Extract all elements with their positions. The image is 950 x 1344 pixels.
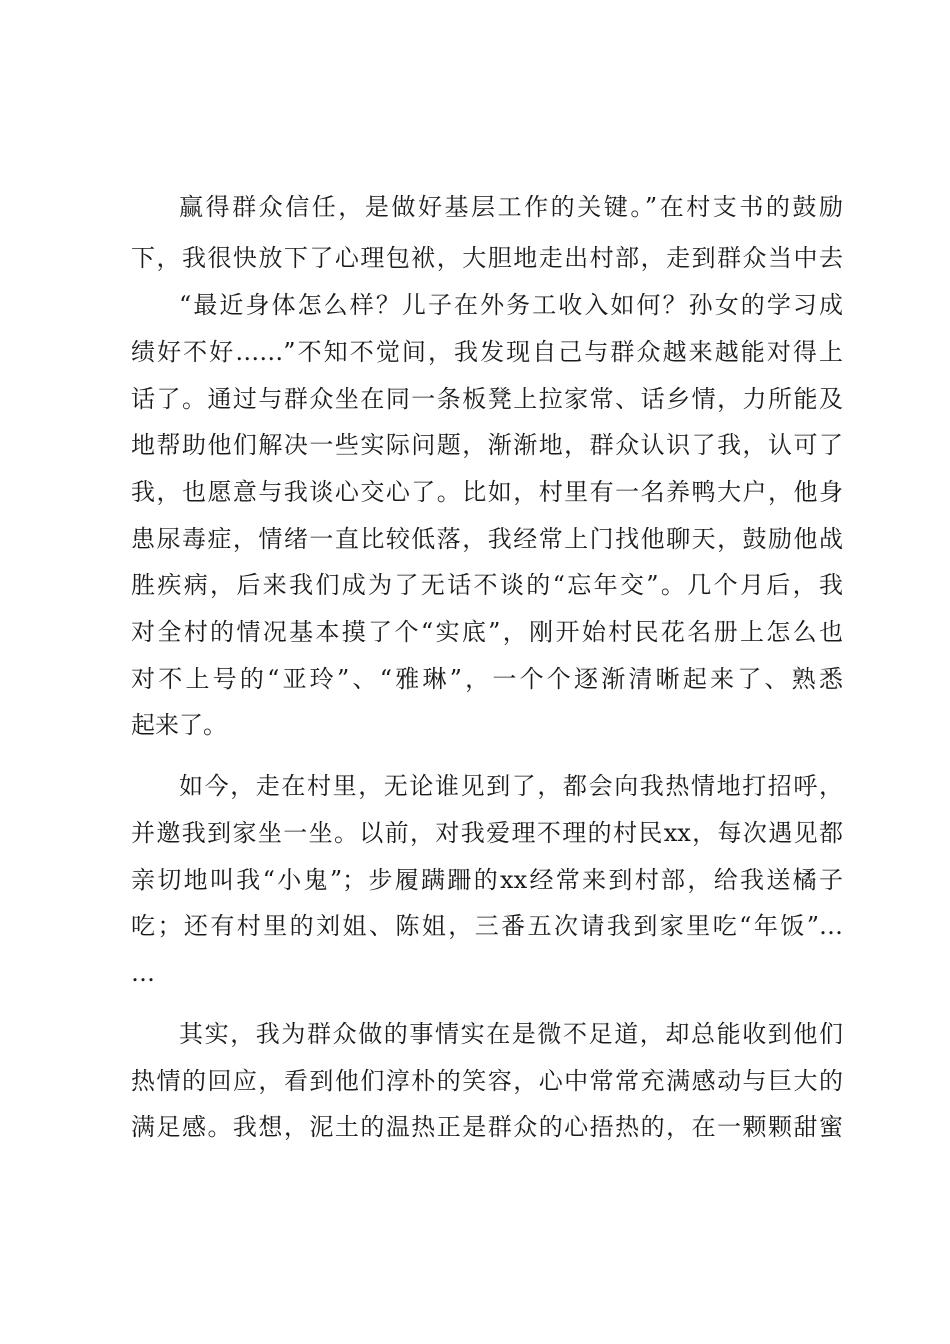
text-line: … [131,959,155,987]
text-line: 热情的回应，看到他们淳朴的笑容，心中常常充满感动与巨大的 [131,1067,843,1095]
text-line: 对不上号的“亚玲”、“雅琳”，一个个逐渐清晰起来了、熟悉 [131,665,843,693]
text-line: 绩好不好……”不知不觉间，我发现自己与群众越来越能对得上 [131,338,843,366]
text-line: 其实，我为群众做的事情实在是微不足道，却总能收到他们 [179,1020,843,1048]
text-line: 话了。通过与群众坐在同一条板凳上拉家常、话乡情，力所能及 [131,385,843,413]
text-line: “最近身体怎么样？儿子在外务工收入如何？孙女的学习成 [179,291,843,319]
text-line: 下，我很快放下了心理包袱，大胆地走出村部，走到群众当中去 [131,244,843,272]
text-line: 我，也愿意与我谈心交心了。比如，村里有一名养鸭大户，他身 [131,478,843,506]
text-line: 吃；还有村里的刘姐、陈姐，三番五次请我到家里吃“年饭”… [131,912,843,940]
text-line: 患尿毒症，情绪一直比较低落，我经常上门找他聊天，鼓励他战 [131,525,843,553]
text-line: 地帮助他们解决一些实际问题，渐渐地，群众认识了我，认可了 [131,431,843,459]
text-line: 如今，走在村里，无论谁见到了，都会向我热情地打招呼， [179,772,843,800]
text-line: 满足感。我想，泥土的温热正是群众的心捂热的，在一颗颗甜蜜 [131,1113,843,1141]
text-line: 赢得群众信任，是做好基层工作的关键。”在村支书的鼓励 [179,193,843,221]
text-line: 对全村的情况基本摸了个“实底”，刚开始村民花名册上怎么也 [131,618,843,646]
text-line: 亲切地叫我“小鬼”；步履蹒跚的xx经常来到村部，给我送橘子 [131,866,843,894]
text-line: 胜疾病，后来我们成为了无话不谈的“忘年交”。几个月后，我 [131,571,843,599]
text-line: 起来了。 [131,711,227,739]
text-line: 并邀我到家坐一坐。以前，对我爱理不理的村民xx，每次遇见都 [131,819,843,847]
